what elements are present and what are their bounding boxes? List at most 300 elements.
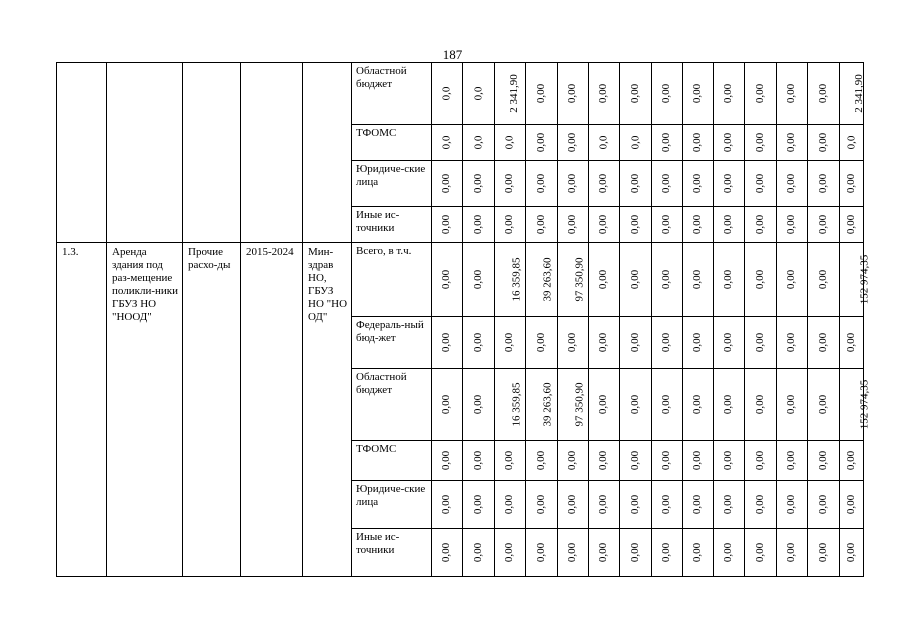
value-cell <box>683 529 714 577</box>
value-cell <box>777 441 808 481</box>
executor-cell <box>303 63 352 243</box>
value-cell <box>777 207 808 243</box>
value-text: 0,00 <box>660 332 673 353</box>
value-text: 0,00 <box>754 173 766 194</box>
value-text: 0,0 <box>629 135 641 150</box>
value-text: 0,00 <box>722 132 735 153</box>
value-cell <box>432 481 463 529</box>
value-text: 0,00 <box>535 332 547 353</box>
value-cell <box>683 317 714 369</box>
value-cell <box>714 63 745 125</box>
value-text: 0,00 <box>597 332 610 353</box>
item-name-cell: Аренда здания под раз-мещение поликли-ники ГБУЗ НО "НООД" <box>107 243 183 577</box>
value-cell <box>683 207 714 243</box>
value-text: 97 350,90 <box>573 382 586 427</box>
value-text: 0,00 <box>722 332 735 353</box>
value-text: 0,00 <box>660 214 673 235</box>
value-cell <box>589 529 620 577</box>
value-cell <box>840 161 864 207</box>
value-text: 0,00 <box>566 494 579 515</box>
value-cell <box>745 369 777 441</box>
value-text: 0,00 <box>660 132 673 153</box>
value-text: 0,00 <box>817 132 829 153</box>
value-text: 0,00 <box>691 394 704 415</box>
value-cell <box>558 207 589 243</box>
value-cell <box>526 161 558 207</box>
value-cell <box>745 481 777 529</box>
value-cell <box>840 481 864 529</box>
value-cell <box>495 207 526 243</box>
value-text: 0,00 <box>440 450 453 471</box>
value-text: 0,00 <box>722 494 735 515</box>
value-cell <box>714 441 745 481</box>
value-cell <box>683 369 714 441</box>
table-row <box>57 63 864 125</box>
value-cell <box>652 207 683 243</box>
item-number-cell <box>57 63 107 243</box>
value-text: 0,00 <box>535 542 547 563</box>
value-text: 0,0 <box>597 135 610 150</box>
value-cell <box>840 125 864 161</box>
value-text: 0,00 <box>722 394 735 415</box>
value-text: 0,00 <box>691 173 704 194</box>
value-text: 0,00 <box>754 332 766 353</box>
value-cell <box>432 63 463 125</box>
value-text: 0,00 <box>722 269 735 290</box>
value-cell <box>432 125 463 161</box>
value-text: 0,00 <box>440 269 453 290</box>
value-cell <box>432 207 463 243</box>
period-cell <box>241 63 303 243</box>
value-cell <box>463 63 495 125</box>
value-text: 0,00 <box>660 394 673 415</box>
funding-source-label: Иные ис-точники <box>352 529 432 577</box>
value-cell <box>589 63 620 125</box>
value-text: 0,00 <box>629 214 641 235</box>
value-text: 0,00 <box>440 332 453 353</box>
value-cell <box>495 161 526 207</box>
value-cell <box>589 243 620 317</box>
value-cell <box>558 481 589 529</box>
value-cell <box>777 161 808 207</box>
value-text: 0,00 <box>660 83 673 104</box>
value-text: 0,00 <box>440 542 453 563</box>
value-text: 0,00 <box>472 269 484 290</box>
value-cell <box>808 369 840 441</box>
funding-source-label: Иные ис-точники <box>352 207 432 243</box>
value-cell <box>589 161 620 207</box>
value-text: 0,00 <box>629 450 641 471</box>
value-text: 0,00 <box>754 132 766 153</box>
value-cell <box>777 125 808 161</box>
value-text: 0,00 <box>472 173 484 194</box>
value-text: 0,00 <box>817 269 829 290</box>
value-text: 0,00 <box>817 214 829 235</box>
value-text: 0,00 <box>785 83 798 104</box>
value-text: 0,00 <box>629 83 641 104</box>
value-cell <box>463 317 495 369</box>
value-cell <box>620 481 652 529</box>
value-text: 0,00 <box>535 83 547 104</box>
value-text: 0,00 <box>785 494 798 515</box>
value-text: 2 341,90 <box>852 74 865 113</box>
value-text: 0,00 <box>754 394 766 415</box>
value-text: 0,00 <box>817 83 829 104</box>
value-text: 0,00 <box>722 173 735 194</box>
value-text: 0,00 <box>660 173 673 194</box>
value-text: 0,00 <box>503 494 516 515</box>
value-text: 0,00 <box>785 450 798 471</box>
table-row <box>57 243 864 317</box>
value-cell <box>652 317 683 369</box>
value-cell <box>526 369 558 441</box>
value-cell <box>714 317 745 369</box>
value-text: 0,00 <box>566 214 579 235</box>
value-cell <box>714 481 745 529</box>
value-cell <box>808 317 840 369</box>
value-cell <box>432 441 463 481</box>
value-cell <box>652 125 683 161</box>
funding-source-label: ТФОМС <box>352 441 432 481</box>
value-cell <box>432 243 463 317</box>
value-text: 0,00 <box>566 332 579 353</box>
value-text: 0,00 <box>785 394 798 415</box>
value-cell <box>808 63 840 125</box>
value-cell <box>495 63 526 125</box>
value-text: 0,00 <box>754 83 766 104</box>
value-text: 0,00 <box>597 269 610 290</box>
value-text: 0,00 <box>691 542 704 563</box>
value-text: 0,00 <box>785 269 798 290</box>
value-text: 16 359,85 <box>510 382 523 427</box>
funding-source-label: Юридиче-ские лица <box>352 161 432 207</box>
value-text: 0,00 <box>754 494 766 515</box>
value-cell <box>463 441 495 481</box>
value-cell <box>652 529 683 577</box>
value-cell <box>558 125 589 161</box>
value-cell <box>745 125 777 161</box>
value-cell <box>808 125 840 161</box>
value-text: 0,00 <box>754 542 766 563</box>
value-text: 0,00 <box>566 132 579 153</box>
value-cell <box>840 529 864 577</box>
value-cell <box>652 63 683 125</box>
value-cell <box>745 317 777 369</box>
value-text: 0,00 <box>845 542 857 563</box>
value-text: 0,00 <box>691 132 704 153</box>
value-cell <box>495 481 526 529</box>
value-cell <box>432 317 463 369</box>
value-text: 0,00 <box>566 83 579 104</box>
value-text: 0,00 <box>503 214 516 235</box>
value-cell <box>526 481 558 529</box>
value-cell <box>777 369 808 441</box>
expense-type-cell <box>183 63 241 243</box>
value-cell <box>620 243 652 317</box>
value-cell <box>495 369 526 441</box>
value-cell <box>714 125 745 161</box>
value-text: 0,0 <box>440 135 453 150</box>
value-text: 0,00 <box>691 83 704 104</box>
value-cell <box>589 317 620 369</box>
value-cell <box>589 125 620 161</box>
value-cell <box>840 317 864 369</box>
value-cell <box>683 441 714 481</box>
value-cell <box>495 529 526 577</box>
value-cell <box>432 529 463 577</box>
value-text: 0,00 <box>629 332 641 353</box>
value-cell <box>808 481 840 529</box>
value-text: 0,00 <box>660 494 673 515</box>
value-text: 0,00 <box>722 83 735 104</box>
value-cell <box>589 369 620 441</box>
value-text: 0,00 <box>817 394 829 415</box>
value-cell <box>495 243 526 317</box>
value-text: 0,00 <box>597 494 610 515</box>
funding-source-label: Юридиче-ские лица <box>352 481 432 529</box>
value-text: 0,00 <box>845 173 857 194</box>
value-cell <box>526 207 558 243</box>
value-text: 0,00 <box>535 494 547 515</box>
value-cell <box>495 441 526 481</box>
value-cell <box>714 243 745 317</box>
value-cell <box>777 529 808 577</box>
budget-table <box>56 62 871 577</box>
value-text: 0,00 <box>472 450 484 471</box>
value-text: 0,00 <box>597 542 610 563</box>
value-text: 0,00 <box>754 214 766 235</box>
value-cell <box>495 125 526 161</box>
value-cell <box>526 243 558 317</box>
value-cell <box>432 369 463 441</box>
value-text: 0,00 <box>535 214 547 235</box>
value-cell <box>652 243 683 317</box>
value-cell <box>620 317 652 369</box>
value-cell <box>652 441 683 481</box>
value-cell <box>652 161 683 207</box>
value-text: 0,00 <box>845 494 857 515</box>
value-cell <box>463 481 495 529</box>
value-cell <box>777 243 808 317</box>
value-cell <box>808 243 840 317</box>
value-cell <box>714 369 745 441</box>
value-text: 0,00 <box>597 214 610 235</box>
value-cell <box>620 369 652 441</box>
value-text: 0,00 <box>722 214 735 235</box>
value-cell <box>840 243 871 317</box>
value-text: 0,00 <box>660 450 673 471</box>
value-cell <box>463 369 495 441</box>
value-text: 0,00 <box>472 394 484 415</box>
value-text: 0,00 <box>817 173 829 194</box>
value-text: 0,00 <box>472 214 484 235</box>
value-cell <box>808 529 840 577</box>
value-cell <box>683 63 714 125</box>
value-cell <box>745 529 777 577</box>
value-text: 0,00 <box>691 214 704 235</box>
value-cell <box>558 441 589 481</box>
value-text: 0,0 <box>472 86 484 101</box>
page-number: 187 <box>442 47 463 62</box>
value-text: 0,00 <box>722 450 735 471</box>
value-text: 0,00 <box>785 132 798 153</box>
value-text: 152 974,35 <box>858 379 871 430</box>
value-text: 0,00 <box>535 173 547 194</box>
value-text: 0,0 <box>472 135 484 150</box>
value-cell <box>620 63 652 125</box>
value-text: 0,00 <box>660 269 673 290</box>
value-cell <box>558 529 589 577</box>
value-text: 97 350,90 <box>573 257 586 302</box>
value-cell <box>526 63 558 125</box>
value-text: 0,00 <box>691 450 704 471</box>
item-number-cell: 1.3. <box>57 243 107 577</box>
value-cell <box>463 125 495 161</box>
value-text: 0,00 <box>754 269 766 290</box>
value-cell <box>589 207 620 243</box>
value-text: 0,00 <box>440 494 453 515</box>
value-cell <box>808 207 840 243</box>
value-text: 0,00 <box>440 173 453 194</box>
period-cell: 2015-2024 <box>241 243 303 577</box>
value-text: 0,00 <box>691 269 704 290</box>
value-text: 0,00 <box>440 214 453 235</box>
value-cell <box>620 125 652 161</box>
value-text: 0,00 <box>535 132 547 153</box>
value-cell <box>808 161 840 207</box>
value-text: 0,00 <box>817 450 829 471</box>
value-cell <box>463 161 495 207</box>
value-cell <box>683 161 714 207</box>
value-text: 0,00 <box>629 269 641 290</box>
value-text: 152 974,35 <box>858 254 871 305</box>
value-cell <box>495 317 526 369</box>
value-cell <box>652 481 683 529</box>
value-text: 0,00 <box>629 542 641 563</box>
value-text: 0,00 <box>691 494 704 515</box>
value-text: 0,00 <box>472 332 484 353</box>
value-cell <box>777 481 808 529</box>
value-cell <box>777 63 808 125</box>
value-text: 0,00 <box>440 394 453 415</box>
value-cell <box>745 63 777 125</box>
value-cell <box>526 441 558 481</box>
funding-source-label: Федераль-ный бюд-жет <box>352 317 432 369</box>
value-cell <box>526 529 558 577</box>
value-text: 0,00 <box>722 542 735 563</box>
funding-source-label: Областной бюджет <box>352 369 432 441</box>
value-text: 0,00 <box>503 173 516 194</box>
value-cell <box>808 441 840 481</box>
value-cell <box>840 63 864 125</box>
value-text: 0,00 <box>817 494 829 515</box>
value-text: 0,00 <box>503 332 516 353</box>
value-text: 39 263,60 <box>541 382 554 427</box>
value-cell <box>589 441 620 481</box>
value-cell <box>558 369 589 441</box>
value-text: 0,00 <box>785 332 798 353</box>
value-cell <box>840 441 864 481</box>
value-cell <box>683 481 714 529</box>
value-text: 0,00 <box>629 494 641 515</box>
value-text: 0,00 <box>817 332 829 353</box>
value-cell <box>463 207 495 243</box>
value-text: 0,00 <box>472 542 484 563</box>
value-text: 0,0 <box>845 135 857 150</box>
value-text: 0,00 <box>566 542 579 563</box>
value-cell <box>463 529 495 577</box>
value-cell <box>745 243 777 317</box>
funding-source-label: ТФОМС <box>352 125 432 161</box>
funding-source-label: Областной бюджет <box>352 63 432 125</box>
value-cell <box>463 243 495 317</box>
value-text: 0,00 <box>503 542 516 563</box>
value-text: 0,00 <box>629 394 641 415</box>
value-text: 0,00 <box>566 173 579 194</box>
value-cell <box>558 317 589 369</box>
value-cell <box>745 441 777 481</box>
value-text: 0,00 <box>535 450 547 471</box>
value-text: 0,00 <box>472 494 484 515</box>
value-text: 0,00 <box>845 214 857 235</box>
value-text: 16 359,85 <box>510 257 523 302</box>
value-text: 0,00 <box>785 214 798 235</box>
value-text: 0,00 <box>785 542 798 563</box>
value-cell <box>558 161 589 207</box>
executor-cell: Мин-здрав НО, ГБУЗ НО "НО ОД" <box>303 243 352 577</box>
value-text: 39 263,60 <box>541 257 554 302</box>
value-cell <box>620 441 652 481</box>
value-cell <box>558 243 589 317</box>
value-text: 0,00 <box>597 450 610 471</box>
value-text: 0,00 <box>629 173 641 194</box>
item-name-cell <box>107 63 183 243</box>
value-cell <box>620 529 652 577</box>
expense-type-cell: Прочие расхо-ды <box>183 243 241 577</box>
value-text: 0,00 <box>503 450 516 471</box>
value-cell <box>526 317 558 369</box>
value-cell <box>432 161 463 207</box>
value-cell <box>620 207 652 243</box>
value-text: 0,00 <box>566 450 579 471</box>
value-text: 0,00 <box>597 394 610 415</box>
value-text: 0,0 <box>503 135 516 150</box>
value-cell <box>620 161 652 207</box>
value-cell <box>589 481 620 529</box>
value-text: 0,00 <box>845 450 857 471</box>
funding-source-label: Всего, в т.ч. <box>352 243 432 317</box>
value-cell <box>526 125 558 161</box>
value-cell <box>683 243 714 317</box>
value-text: 0,00 <box>785 173 798 194</box>
value-cell <box>840 207 864 243</box>
value-cell <box>714 529 745 577</box>
value-text: 0,00 <box>845 332 857 353</box>
value-text: 0,00 <box>660 542 673 563</box>
value-cell <box>714 161 745 207</box>
value-text: 0,00 <box>597 173 610 194</box>
value-cell <box>558 63 589 125</box>
value-text: 0,0 <box>440 86 453 101</box>
value-text: 0,00 <box>817 542 829 563</box>
value-cell <box>777 317 808 369</box>
value-cell <box>652 369 683 441</box>
value-cell <box>745 161 777 207</box>
value-cell <box>683 125 714 161</box>
value-text: 0,00 <box>754 450 766 471</box>
value-text: 2 341,90 <box>507 74 520 113</box>
value-cell <box>745 207 777 243</box>
